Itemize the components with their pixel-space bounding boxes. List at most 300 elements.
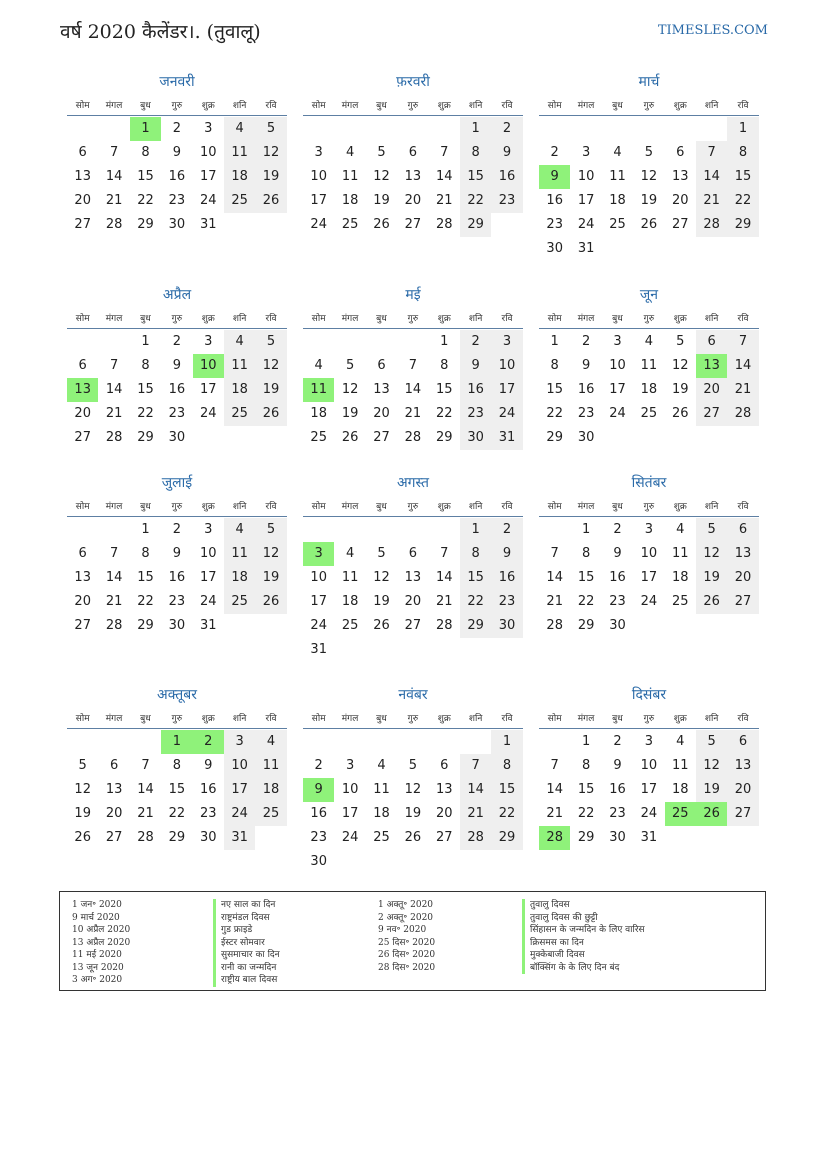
month-block <box>67 684 287 850</box>
day-cell: 19 <box>671 382 689 397</box>
day-cell: 8 <box>727 141 758 165</box>
day-cell: 17 <box>640 570 658 585</box>
legend-entry: बॉक्सिंग के के लिए दिन बंद <box>522 962 645 975</box>
day-cell: 24 <box>224 802 255 826</box>
day-cell: 2 <box>172 334 181 349</box>
empty-cell <box>633 117 664 141</box>
day-cell: 15 <box>460 165 491 189</box>
legend-entry: 25 दिस॰ 2020 <box>378 937 436 948</box>
day-cell: 23 <box>609 806 626 821</box>
empty-cell <box>303 117 334 141</box>
legend-entry: 13 अप्रैल 2020 <box>72 937 131 948</box>
day-cell: 20 <box>696 378 727 402</box>
day-cell: 27 <box>404 618 422 633</box>
day-cell: 4 <box>377 758 386 773</box>
day-cell: 28 <box>105 430 123 445</box>
day-cell: 18 <box>341 594 359 609</box>
day-cell: 17 <box>640 782 658 797</box>
day-cell: 31 <box>199 618 217 633</box>
holiday-day: 28 <box>539 826 570 850</box>
day-cell: 17 <box>577 193 595 208</box>
day-cell: 19 <box>341 406 359 421</box>
empty-cell <box>665 117 696 141</box>
weekday-header <box>67 706 287 729</box>
day-cell: 29 <box>137 430 154 445</box>
day-grid <box>67 117 287 237</box>
day-cell: 25 <box>671 594 689 609</box>
day-cell: 4 <box>255 730 286 754</box>
day-cell: 6 <box>696 330 727 354</box>
day-cell: 10 <box>609 358 626 373</box>
weekday-label: सोम <box>311 501 326 512</box>
day-cell: 9 <box>172 145 181 160</box>
empty-cell <box>429 518 460 542</box>
weekday-label: शुक्र <box>673 100 687 111</box>
day-cell: 15 <box>168 782 186 797</box>
legend-names-a <box>213 899 280 987</box>
day-cell: 28 <box>696 213 727 237</box>
empty-cell <box>366 330 397 354</box>
weekday-label: शनि <box>704 313 719 324</box>
day-cell: 19 <box>255 378 286 402</box>
day-cell: 2 <box>491 117 522 141</box>
day-cell: 5 <box>696 518 727 542</box>
day-cell: 31 <box>577 241 595 256</box>
day-grid <box>539 730 759 850</box>
day-cell: 29 <box>460 213 491 237</box>
day-cell: 23 <box>546 217 563 232</box>
day-cell: 20 <box>74 406 91 421</box>
day-cell: 29 <box>460 614 491 638</box>
day-cell: 29 <box>137 618 154 633</box>
legend-entry: 28 दिस॰ 2020 <box>378 962 436 973</box>
weekday-label: बुध <box>376 713 387 724</box>
weekday-label: सोम <box>547 713 562 724</box>
day-cell: 8 <box>581 758 591 773</box>
day-cell: 29 <box>577 830 595 845</box>
day-cell: 9 <box>172 546 181 561</box>
day-cell: 25 <box>255 802 286 826</box>
day-cell: 24 <box>199 193 217 208</box>
day-cell: 26 <box>255 402 286 426</box>
day-cell: 29 <box>727 213 758 237</box>
weekday-label: शनि <box>704 501 719 512</box>
day-cell: 4 <box>314 358 323 373</box>
day-cell: 27 <box>105 830 123 845</box>
day-cell: 3 <box>613 334 622 349</box>
day-cell: 23 <box>609 594 626 609</box>
month-block <box>539 284 759 450</box>
month-name: दिसंबर <box>631 687 667 703</box>
day-cell: 25 <box>341 217 359 232</box>
day-cell: 13 <box>404 169 422 184</box>
legend-entry: 9 नव॰ 2020 <box>378 925 427 935</box>
day-cell: 11 <box>373 782 390 797</box>
day-cell: 14 <box>546 782 563 797</box>
legend-entry: ईस्टर सोमवार <box>213 937 280 950</box>
weekday-label: गुरु <box>643 501 655 512</box>
day-cell: 1 <box>141 334 150 349</box>
day-cell: 22 <box>137 594 154 609</box>
day-cell: 12 <box>341 382 359 397</box>
empty-cell <box>130 730 161 754</box>
day-cell: 22 <box>546 406 563 421</box>
day-cell: 22 <box>435 406 453 421</box>
legend-names-b <box>522 899 645 974</box>
weekday-header <box>303 494 523 517</box>
weekday-label: बुध <box>376 100 387 111</box>
month-name: जुलाई <box>161 475 193 491</box>
day-cell: 30 <box>609 830 626 845</box>
day-cell: 10 <box>310 169 327 184</box>
day-cell: 19 <box>696 778 727 802</box>
weekday-label: मंगल <box>341 713 359 724</box>
weekday-label: रवि <box>737 100 749 111</box>
weekday-header <box>539 93 759 116</box>
day-cell: 26 <box>341 430 359 445</box>
day-cell: 15 <box>546 382 563 397</box>
day-cell: 27 <box>727 590 758 614</box>
day-cell: 22 <box>137 193 154 208</box>
day-cell: 25 <box>224 189 255 213</box>
weekday-label: शनि <box>468 313 483 324</box>
day-cell: 22 <box>577 806 595 821</box>
day-cell: 17 <box>310 193 327 208</box>
empty-cell <box>602 117 633 141</box>
day-cell: 2 <box>172 522 181 537</box>
day-cell: 25 <box>224 402 255 426</box>
day-cell: 6 <box>78 358 87 373</box>
day-cell: 9 <box>204 758 213 773</box>
day-cell: 10 <box>640 546 658 561</box>
month-block <box>539 71 759 261</box>
day-cell: 11 <box>609 169 626 184</box>
day-cell: 10 <box>640 758 658 773</box>
day-cell: 7 <box>408 358 417 373</box>
day-cell: 23 <box>168 406 186 421</box>
day-cell: 12 <box>671 358 689 373</box>
day-cell: 13 <box>373 382 390 397</box>
day-cell: 13 <box>671 169 689 184</box>
day-cell: 8 <box>440 358 449 373</box>
day-cell: 30 <box>168 430 186 445</box>
weekday-label: गुरु <box>643 313 655 324</box>
day-cell: 31 <box>310 642 327 657</box>
day-grid <box>303 117 523 237</box>
holiday-day: 25 <box>665 802 696 826</box>
day-cell: 28 <box>404 430 422 445</box>
day-cell: 6 <box>408 546 417 561</box>
month-name: अक्तूबर <box>157 687 197 703</box>
day-cell: 20 <box>105 806 123 821</box>
month-name: नवंबर <box>398 687 428 703</box>
day-cell: 18 <box>224 378 255 402</box>
day-cell: 21 <box>105 594 123 609</box>
legend-entry: 9 मार्च 2020 <box>72 912 120 923</box>
day-cell: 7 <box>141 758 150 773</box>
weekday-label: सोम <box>547 100 562 111</box>
empty-cell <box>303 518 334 542</box>
day-cell: 26 <box>74 830 91 845</box>
weekday-label: सोम <box>311 313 326 324</box>
month-name: मई <box>405 287 421 303</box>
day-cell: 31 <box>224 826 255 850</box>
weekday-label: शुक्र <box>437 100 451 111</box>
day-cell: 24 <box>310 618 327 633</box>
day-cell: 14 <box>546 570 563 585</box>
site-name[interactable]: TIMESLES.COM <box>657 23 768 38</box>
day-cell: 6 <box>78 145 87 160</box>
empty-cell <box>397 518 428 542</box>
day-cell: 23 <box>491 189 522 213</box>
weekday-label: शुक्र <box>437 313 451 324</box>
empty-cell <box>334 117 365 141</box>
weekday-label: बुध <box>140 100 151 111</box>
day-grid <box>303 330 523 450</box>
day-cell: 16 <box>609 570 626 585</box>
day-cell: 25 <box>373 830 390 845</box>
day-cell: 15 <box>137 169 154 184</box>
day-cell: 20 <box>727 778 758 802</box>
empty-cell <box>67 518 98 542</box>
weekday-label: शनि <box>232 313 247 324</box>
weekday-label: शुक्र <box>201 313 215 324</box>
day-cell: 15 <box>577 782 595 797</box>
month-name: अगस्त <box>396 475 429 491</box>
month-name: मार्च <box>638 74 660 90</box>
legend-entry: क्रिसमस का दिन <box>522 937 645 950</box>
weekday-label: सोम <box>75 713 90 724</box>
day-cell: 26 <box>373 217 390 232</box>
day-cell: 2 <box>314 758 323 773</box>
day-cell: 16 <box>460 378 491 402</box>
day-cell: 17 <box>199 382 217 397</box>
day-cell: 26 <box>671 406 689 421</box>
legend-entry: 2 अक्तू॰ 2020 <box>378 912 434 923</box>
day-cell: 18 <box>671 782 689 797</box>
day-cell: 15 <box>460 566 491 590</box>
holiday-day: 13 <box>696 354 727 378</box>
weekday-label: सोम <box>547 313 562 324</box>
day-cell: 31 <box>640 830 658 845</box>
day-cell: 8 <box>141 546 150 561</box>
empty-cell <box>429 730 460 754</box>
day-cell: 26 <box>696 590 727 614</box>
month-block <box>303 472 523 662</box>
day-cell: 10 <box>199 145 217 160</box>
weekday-label: रवि <box>265 501 277 512</box>
day-cell: 18 <box>341 193 359 208</box>
day-cell: 10 <box>310 570 327 585</box>
day-cell: 15 <box>491 778 522 802</box>
weekday-label: शनि <box>468 713 483 724</box>
day-cell: 23 <box>577 406 595 421</box>
day-cell: 21 <box>137 806 154 821</box>
day-cell: 9 <box>491 542 522 566</box>
day-cell: 1 <box>581 734 591 749</box>
weekday-label: गुरु <box>407 501 419 512</box>
legend-entry: सिंहासन के जन्मदिन के लिए वारिस <box>522 924 645 937</box>
weekday-label: मंगल <box>577 100 595 111</box>
day-cell: 20 <box>435 806 453 821</box>
weekday-label: मंगल <box>105 100 123 111</box>
day-cell: 27 <box>696 402 727 426</box>
day-cell: 4 <box>345 145 355 160</box>
day-cell: 21 <box>696 189 727 213</box>
legend-entry: राष्ट्रीय बाल दिवस <box>213 974 280 987</box>
weekday-label: रवि <box>265 100 277 111</box>
day-cell: 22 <box>460 189 491 213</box>
day-cell: 1 <box>440 334 449 349</box>
day-cell: 3 <box>644 522 653 537</box>
weekday-header <box>67 93 287 116</box>
weekday-label: शनि <box>232 713 247 724</box>
weekday-label: बुध <box>612 713 623 724</box>
day-cell: 12 <box>373 570 390 585</box>
day-cell: 18 <box>671 570 689 585</box>
legend-entry: रानी का जन्मदिन <box>213 962 280 975</box>
weekday-label: शुक्र <box>437 501 451 512</box>
holiday-day: 13 <box>67 378 98 402</box>
day-cell: 26 <box>373 618 390 633</box>
day-cell: 15 <box>727 165 758 189</box>
weekday-label: गुरु <box>171 100 183 111</box>
day-cell: 21 <box>435 193 453 208</box>
day-cell: 16 <box>168 169 186 184</box>
day-cell: 5 <box>255 330 286 354</box>
weekday-label: मंगल <box>577 713 595 724</box>
day-cell: 4 <box>224 518 255 542</box>
holiday-day: 2 <box>193 730 224 754</box>
day-cell: 11 <box>255 754 286 778</box>
day-cell: 22 <box>168 806 186 821</box>
day-cell: 10 <box>577 169 595 184</box>
day-cell: 30 <box>546 241 563 256</box>
month-block <box>303 71 523 237</box>
day-cell: 1 <box>491 730 522 754</box>
day-cell: 14 <box>105 382 123 397</box>
day-cell: 17 <box>341 806 359 821</box>
day-cell: 1 <box>460 518 491 542</box>
weekday-label: शनि <box>232 501 247 512</box>
empty-cell <box>334 330 365 354</box>
day-cell: 19 <box>640 193 658 208</box>
day-cell: 4 <box>676 522 685 537</box>
legend-entry: नए साल का दिन <box>213 899 280 912</box>
weekday-header <box>303 306 523 329</box>
day-cell: 31 <box>491 426 522 450</box>
day-cell: 18 <box>310 406 327 421</box>
day-cell: 4 <box>224 330 255 354</box>
weekday-header <box>539 706 759 729</box>
day-cell: 13 <box>435 782 453 797</box>
month-name: जून <box>639 287 659 303</box>
weekday-label: शनि <box>468 100 483 111</box>
day-cell: 3 <box>314 145 323 160</box>
day-cell: 19 <box>404 806 422 821</box>
day-cell: 23 <box>460 402 491 426</box>
day-cell: 23 <box>199 806 217 821</box>
weekday-header <box>539 494 759 517</box>
day-cell: 3 <box>644 734 653 749</box>
day-cell: 7 <box>109 546 119 561</box>
month-block <box>303 684 523 874</box>
day-cell: 14 <box>105 570 123 585</box>
empty-cell <box>98 730 129 754</box>
month-name: फ़रवरी <box>396 74 430 90</box>
day-cell: 9 <box>581 358 591 373</box>
month-block <box>67 71 287 237</box>
day-cell: 16 <box>168 570 186 585</box>
day-cell: 12 <box>696 542 727 566</box>
day-cell: 6 <box>440 758 449 773</box>
day-cell: 3 <box>224 730 255 754</box>
day-cell: 26 <box>255 189 286 213</box>
day-cell: 2 <box>613 734 622 749</box>
empty-cell <box>397 117 428 141</box>
day-cell: 16 <box>491 165 522 189</box>
month-name: अप्रैल <box>162 287 192 303</box>
day-cell: 27 <box>74 430 91 445</box>
day-cell: 18 <box>224 566 255 590</box>
day-cell: 1 <box>727 117 758 141</box>
weekday-label: शुक्र <box>201 713 215 724</box>
empty-cell <box>67 730 98 754</box>
day-cell: 7 <box>440 546 449 561</box>
day-grid <box>67 730 287 850</box>
day-cell: 21 <box>105 193 123 208</box>
day-cell: 16 <box>491 566 522 590</box>
holiday-day: 9 <box>539 165 570 189</box>
day-cell: 11 <box>341 570 359 585</box>
day-cell: 12 <box>255 354 286 378</box>
empty-cell <box>98 518 129 542</box>
day-cell: 31 <box>199 217 217 232</box>
day-cell: 7 <box>550 758 559 773</box>
day-cell: 21 <box>546 594 563 609</box>
empty-cell <box>334 730 365 754</box>
day-cell: 5 <box>676 334 685 349</box>
day-cell: 19 <box>696 566 727 590</box>
day-cell: 25 <box>609 217 626 232</box>
day-cell: 4 <box>224 117 255 141</box>
day-cell: 24 <box>640 594 658 609</box>
day-cell: 22 <box>727 189 758 213</box>
day-cell: 12 <box>696 754 727 778</box>
weekday-label: शुक्र <box>201 100 215 111</box>
empty-cell <box>570 117 601 141</box>
weekday-label: गुरु <box>643 713 655 724</box>
day-cell: 15 <box>137 570 154 585</box>
empty-cell <box>303 330 334 354</box>
weekday-label: शनि <box>468 501 483 512</box>
legend-entry: 26 दिस॰ 2020 <box>378 950 436 960</box>
day-cell: 12 <box>255 141 286 165</box>
day-cell: 7 <box>440 145 449 160</box>
empty-cell <box>397 730 428 754</box>
weekday-label: मंगल <box>341 501 359 512</box>
day-cell: 29 <box>546 430 563 445</box>
legend-entry: 1 अक्तू॰ 2020 <box>378 900 434 910</box>
day-cell: 5 <box>255 117 286 141</box>
day-cell: 9 <box>613 546 622 561</box>
day-cell: 27 <box>373 430 390 445</box>
day-cell: 12 <box>640 169 658 184</box>
day-cell: 17 <box>199 570 217 585</box>
weekday-label: शनि <box>704 713 719 724</box>
day-grid <box>67 518 287 638</box>
weekday-label: रवि <box>501 313 513 324</box>
